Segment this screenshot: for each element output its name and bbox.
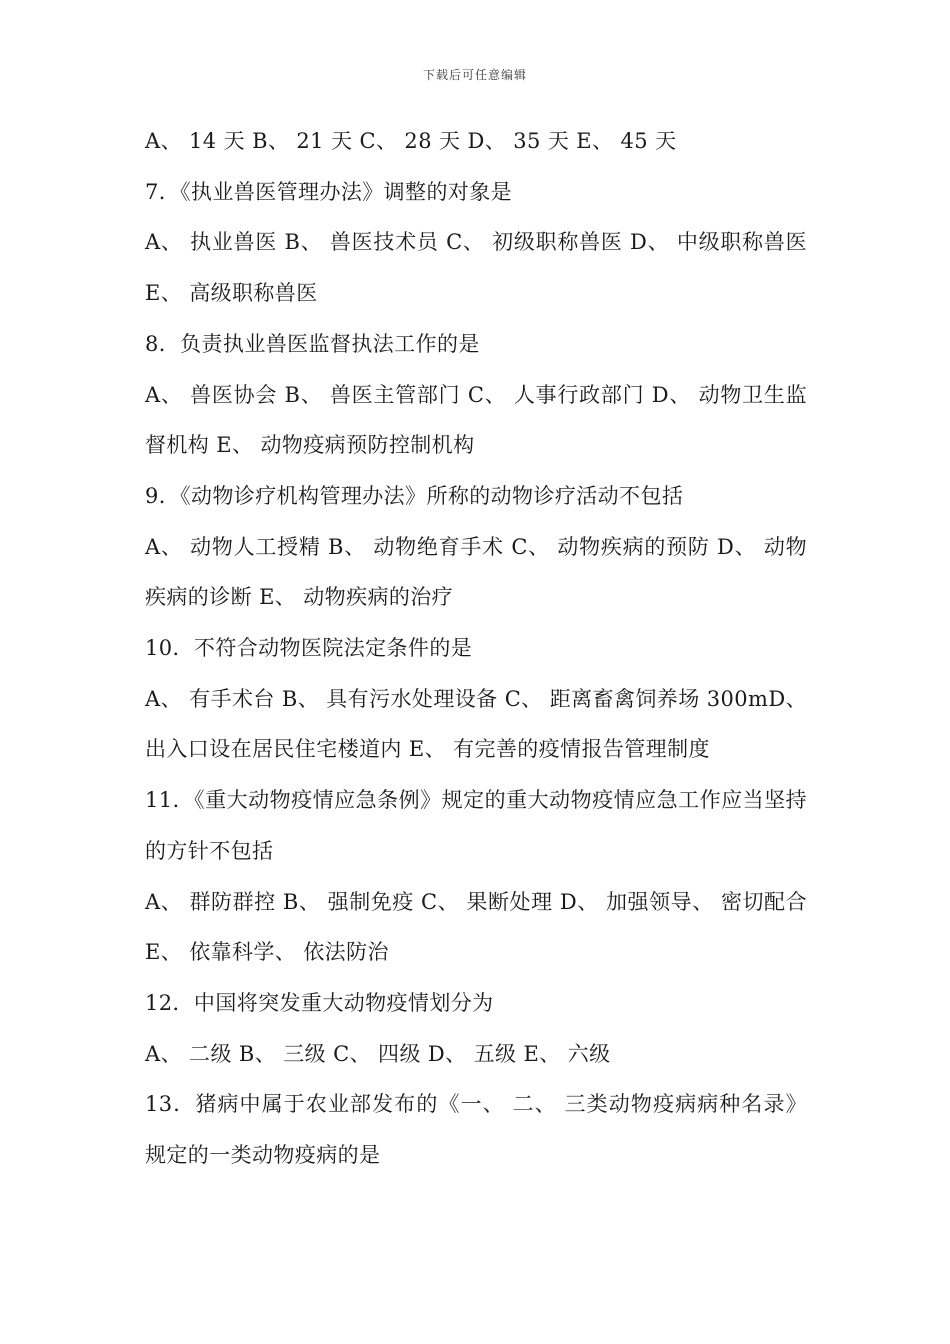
- options-q6: A、 14 天 B、 21 天 C、 28 天 D、 35 天 E、 45 天: [145, 129, 677, 153]
- options-q12: A、 二级 B、 三级 C、 四级 D、 五级 E、 六级: [145, 1041, 611, 1066]
- question-7: 7．《执业兽医管理办法》调整的对象是: [145, 179, 513, 204]
- page-header: 下载后可任意编辑: [422, 68, 527, 82]
- options-q10: A、 有手术台 B、 具有污水处理设备 C、 距离畜禽饲养场 300mD、 出入口设在居民住宅楼道内 E、 有完善的疫情报告管理制度: [145, 686, 807, 762]
- question-10: 10．不符合动物医院法定条件的是: [145, 636, 473, 661]
- options-q8: A、 兽医协会 B、 兽医主管部门 C、 人事行政部门 D、 动物卫生监督机构 E、 动物疫病预防控制机构: [145, 382, 807, 458]
- question-11: 11．《重大动物疫情应急条例》规定的重大动物疫情应急工作应当坚持的方针不包括: [145, 788, 807, 863]
- question-9: 9．《动物诊疗机构管理办法》所称的动物诊疗活动不包括: [145, 483, 684, 508]
- question-8: 8．负责执业兽医监督执法工作的是: [145, 331, 480, 356]
- document-body: [145, 116, 807, 1181]
- question-12: 12．中国将突发重大动物疫情划分为: [145, 990, 494, 1015]
- options-q7: A、 执业兽医 B、 兽医技术员 C、 初级职称兽医 D、 中级职称兽医 E、 高级职称兽医: [145, 230, 807, 306]
- options-q9: A、 动物人工授精 B、 动物绝育手术 C、 动物疾病的预防 D、 动物疾病的诊断 E、 动物疾病的治疗: [145, 534, 807, 610]
- options-q11: A、 群防群控 B、 强制免疫 C、 果断处理 D、 加强领导、 密切配合 E、 依靠科学、 依法防治: [145, 889, 807, 965]
- question-13: 13．猪病中属于农业部发布的《一、 二、 三类动物疫病病种名录》规定的一类动物疫病的是: [145, 1092, 807, 1168]
